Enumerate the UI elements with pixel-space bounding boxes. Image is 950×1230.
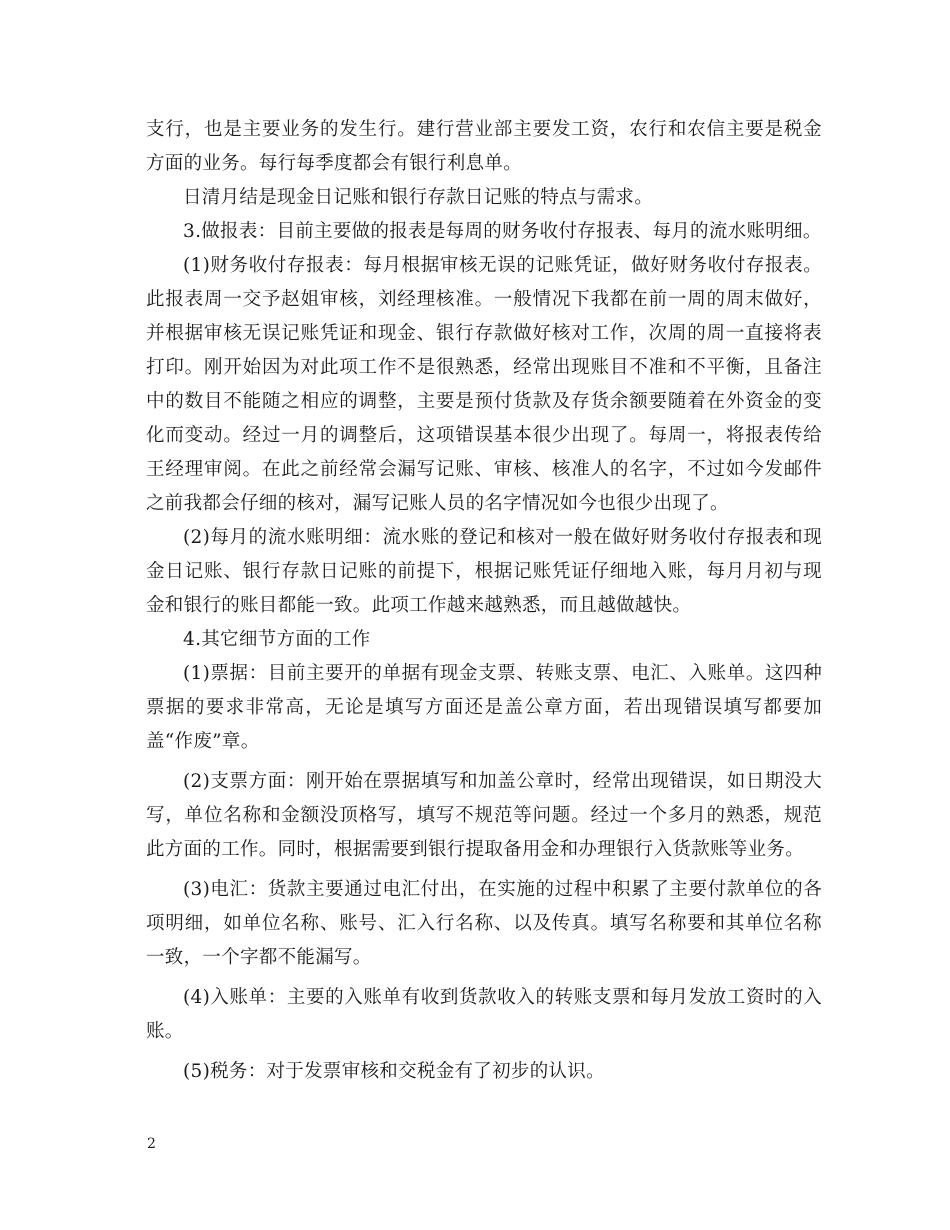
paragraph-continuation: 支行，也是主要业务的发生行。建行营业部主要发工资，农行和农信主要是税金方面的业务。每行每季度都会有银行利息单。 xyxy=(146,119,822,174)
paragraph-bills: (1)票据：目前主要开的单据有现金支票、转账支票、电汇、入账单。这四种票据的要求非常高，无论是填写方面还是盖公章方面，若出现错误填写都要加盖“作废”章。 xyxy=(146,663,822,752)
paragraph-tax: (5)税务：对于发票审核和交税金有了初步的认识。 xyxy=(183,1061,605,1082)
paragraph-checks: (2)支票方面：刚开始在票据填写和加盖公章时，经常出现错误，如日期没大写，单位名称和金额没顶格写，填写不规范等问题。经过一个多月的熟悉，规范此方面的工作。同时，根据需要到银行提取备用金和办理银行入货款账等业务。 xyxy=(146,771,822,860)
body-text xyxy=(146,113,822,1089)
heading-reports: 3.做报表：目前主要做的报表是每周的财务收付存报表、每月的流水账明细。 xyxy=(183,221,822,242)
paragraph-daily-settlement: 日清月结是现金日记账和银行存款日记账的特点与需求。 xyxy=(183,187,654,208)
paragraph-deposit-slip: (4)入账单：主要的入账单有收到货款收入的转账支票和每月发放工资时的入账。 xyxy=(146,987,822,1042)
paragraph-finance-report: (1)财务收付存报表：每月根据审核无误的记账凭证，做好财务收付存报表。此报表周一交予赵姐审核，刘经理核准。一般情况下我都在前一周的周末做好，并根据审核无误记账凭证和现金、银行存款做好核对工作，次周的周一直接将表打印。刚开始因为对此项工作不是很熟悉，经常出现账目不准和不平衡，且备注中的数目不能随之相应的调整，主要是预付货款及存货余额要随着在外资金的变化而变动。经过一月的调整后，这项错误基本很少出现了。每周一，将报表传给王经理审阅。在此之前经常会漏写记账、审核、核准人的名字，不过如今发邮件之前我都会仔细的核对，漏写记账人员的名字情况如今也很少出现了。 xyxy=(146,255,822,514)
paragraph-wire-transfer: (3)电汇：货款主要通过电汇付出，在实施的过程中积累了主要付款单位的各项明细，如单位名称、账号、汇入行名称、以及传真。填写名称要和其单位名称一致，一个字都不能漏写。 xyxy=(146,879,822,968)
heading-other-details: 4.其它细节方面的工作 xyxy=(183,629,371,650)
paragraph-ledger-details: (2)每月的流水账明细：流水账的登记和核对一般在做好财务收付存报表和现金日记账、银行存款日记账的前提下，根据记账凭证仔细地入账，每月月初与现金和银行的账目都能一致。此项工作越来越熟悉，而且越做越快。 xyxy=(146,527,822,616)
page-number: 2 xyxy=(147,1136,156,1152)
